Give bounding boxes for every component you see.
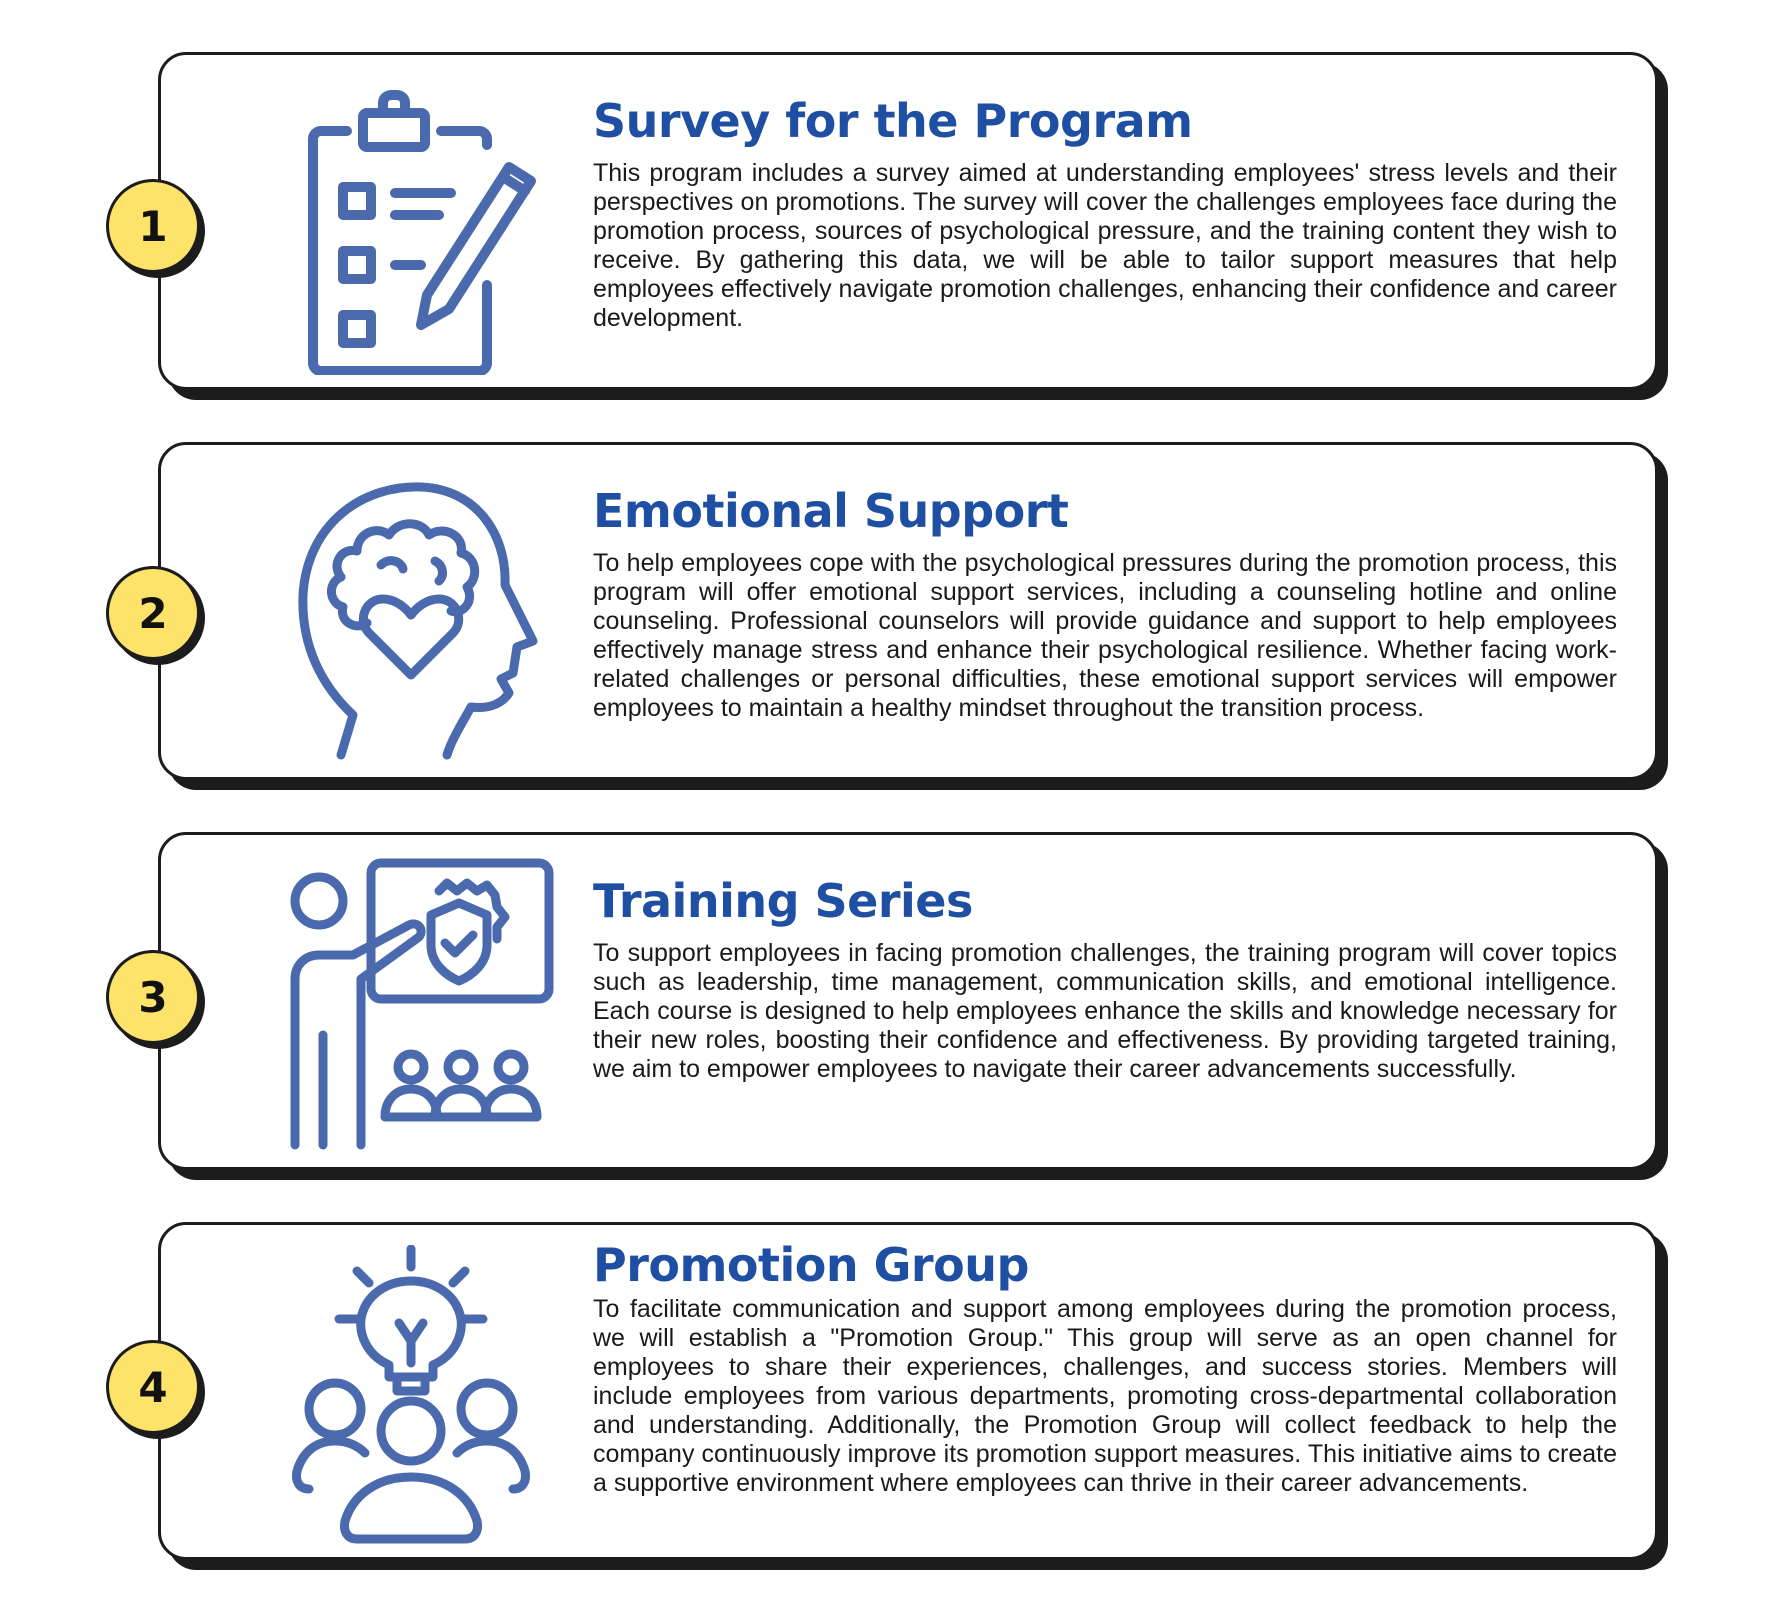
step-number-badge: 3 (106, 950, 200, 1044)
clipboard-checklist-icon (261, 75, 561, 375)
card-emotional-support (158, 442, 1658, 780)
section-body: To support employees in facing promotion challenges, the training program will cover topics such as leadership, time management, communication skills, and emotional intelligence. Each course is designed to help employees enhance the skills and knowledge necessary for their new roles, boosting their confidence and effectiveness. By providing targeted training, we aim to empower employees to navigate their career advancements successfully. (593, 939, 1617, 1083)
section-body: This program includes a survey aimed at understanding employees' stress levels and their perspectives on promotions. The survey will cover the challenges employees face during the promotion process, sources of psychological pressure, and the training content they wish to receive. By gathering this data, we will be able to tailor support measures that help employees effectively navigate promotion challenges, enhancing their confidence and career development. (593, 159, 1617, 332)
section-body: To help employees cope with the psychological pressures during the promotion process, this program will offer emotional support services, including a counseling hotline and online counseling. Professional counselors will provide guidance and support to help employees effectively manage stress and enhance their psychological resilience. Whether facing work-related challenges or personal difficulties, these emotional support services will empower employees to maintain a healthy mindset throughout the transition process. (593, 549, 1617, 722)
head-brain-heart-icon (261, 465, 561, 765)
section-title: Emotional Support (593, 484, 1069, 538)
card-training-series (158, 832, 1658, 1170)
step-number-badge: 1 (106, 179, 200, 273)
section-title: Promotion Group (593, 1238, 1029, 1292)
lightbulb-group-icon (261, 1245, 561, 1545)
card-promotion-group (158, 1222, 1658, 1560)
trainer-presentation-icon (261, 855, 561, 1155)
card-survey (158, 52, 1658, 390)
step-number-badge: 2 (106, 566, 200, 660)
section-title: Survey for the Program (593, 94, 1193, 148)
section-body: To facilitate communication and support among employees during the promotion process, we will establish a "Promotion Group." This group will serve as an open channel for employees to share their experiences, challenges, and success stories. Members will include employees from various departments, promoting cross-departmental collaboration and understanding. Additionally, the Promotion Group will collect feedback to help the company continuously improve its promotion support measures. This initiative aims to create a supportive environment where employees can thrive in their career advancements. (593, 1295, 1617, 1497)
step-number-badge: 4 (106, 1340, 200, 1434)
section-title: Training Series (593, 874, 973, 928)
